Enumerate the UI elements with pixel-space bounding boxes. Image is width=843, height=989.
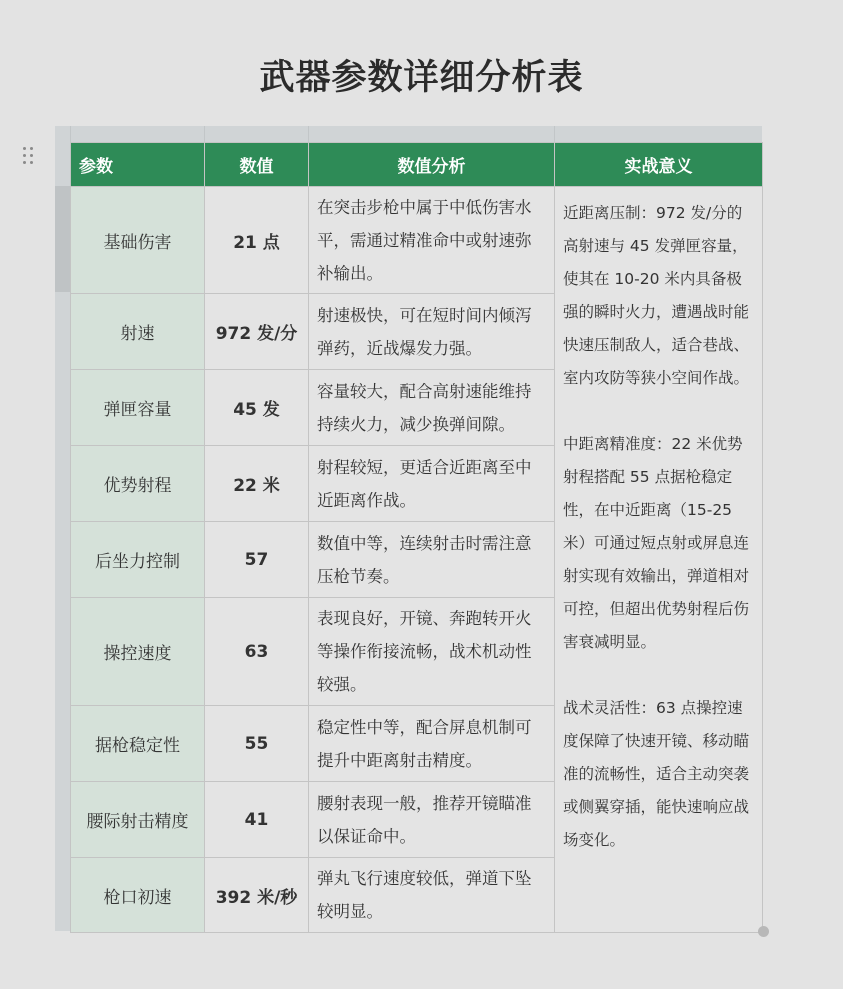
analysis-cell[interactable]: 在突击步枪中属于中低伤害水平，需通过精准命中或射速弥补输出。: [309, 187, 555, 294]
param-cell[interactable]: 后坐力控制: [71, 522, 205, 598]
param-cell[interactable]: 腰际射击精度: [71, 782, 205, 858]
analysis-cell[interactable]: 表现良好，开镜、奔跑转开火等操作衔接流畅，战术机动性较强。: [309, 598, 555, 706]
meaning-close-range: 近距离压制：972 发/分的高射速与 45 发弹匣容量，使其在 10-20 米内具备极强的瞬时火力，遭遇战时能快速压制敌人，适合巷战、室内攻防等狭小空间作战。: [563, 204, 750, 387]
value-cell[interactable]: 63: [205, 598, 309, 706]
param-cell[interactable]: 据枪稳定性: [71, 706, 205, 782]
param-cell[interactable]: 优势射程: [71, 446, 205, 522]
page-title: 武器参数详细分析表: [259, 58, 584, 98]
header-analysis[interactable]: 数值分析: [309, 143, 555, 187]
value-cell[interactable]: 45 发: [205, 370, 309, 446]
param-cell[interactable]: 操控速度: [71, 598, 205, 706]
analysis-cell[interactable]: 射程较短，更适合近距离至中近距离作战。: [309, 446, 555, 522]
value-cell[interactable]: 972 发/分: [205, 294, 309, 370]
value-cell[interactable]: 22 米: [205, 446, 309, 522]
header-meaning[interactable]: 实战意义: [555, 143, 763, 187]
resize-handle-icon[interactable]: [758, 926, 769, 937]
row-header-strip[interactable]: [55, 142, 70, 931]
value-cell[interactable]: 392 米/秒: [205, 858, 309, 933]
param-cell[interactable]: 基础伤害: [71, 187, 205, 294]
value-cell[interactable]: 55: [205, 706, 309, 782]
param-cell[interactable]: 弹匣容量: [71, 370, 205, 446]
analysis-cell[interactable]: 容量较大，配合高射速能维持持续火力，减少换弹间隙。: [309, 370, 555, 446]
drag-handle-icon[interactable]: [23, 147, 35, 165]
column-header-strip[interactable]: [55, 126, 762, 142]
analysis-cell[interactable]: 腰射表现一般，推荐开镜瞄准以保证命中。: [309, 782, 555, 858]
value-cell[interactable]: 57: [205, 522, 309, 598]
header-value[interactable]: 数值: [205, 143, 309, 187]
table-header-row: [71, 143, 763, 187]
header-param[interactable]: 参数: [71, 143, 205, 187]
meaning-tactical: 战术灵活性：63 点操控速度保障了快速开镜、移动瞄准的流畅性，适合主动突袭或侧翼穿插，能快速响应战场变化。: [563, 699, 750, 849]
param-cell[interactable]: 射速: [71, 294, 205, 370]
param-cell[interactable]: 枪口初速: [71, 858, 205, 933]
value-cell[interactable]: 21 点: [205, 187, 309, 294]
value-cell[interactable]: 41: [205, 782, 309, 858]
weapon-stats-table: [70, 142, 763, 933]
analysis-cell[interactable]: 稳定性中等，配合屏息机制可提升中距离射击精度。: [309, 706, 555, 782]
table-row: [71, 187, 763, 294]
meaning-mid-range: 中距离精准度：22 米优势射程搭配 55 点据枪稳定性，在中近距离（15-25 米）可通过短点射或屏息连射实现有效输出，弹道相对可控，但超出优势射程后伤害衰减明显。: [563, 435, 750, 651]
analysis-cell[interactable]: 射速极快，可在短时间内倾泻弹药，近战爆发力强。: [309, 294, 555, 370]
analysis-cell[interactable]: 弹丸飞行速度较低，弹道下坠较明显。: [309, 858, 555, 933]
meaning-cell[interactable]: [555, 187, 763, 933]
analysis-cell[interactable]: 数值中等，连续射击时需注意压枪节奏。: [309, 522, 555, 598]
